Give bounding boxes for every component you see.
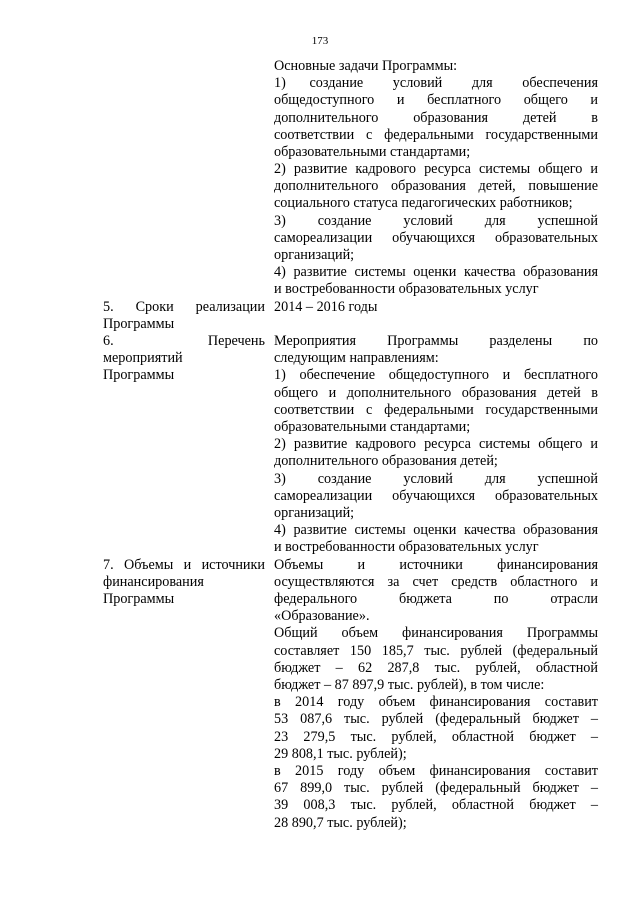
page-number: 173 <box>311 35 329 47</box>
text-line: дополнительного образования детей в <box>274 110 598 126</box>
text-line: 28 890,7 тыс. рублей); <box>274 815 407 831</box>
text-line: федерального бюджета по отрасли <box>274 591 598 607</box>
text-line: и востребованности образовательных услуг <box>274 281 539 297</box>
text-line: соответствии с федеральными государственными <box>274 402 598 418</box>
text-line: образовательными стандартами; <box>274 144 471 160</box>
text-line: Общий объем финансирования Программы <box>274 625 598 641</box>
text-line: организаций; <box>274 505 355 521</box>
section-label: 7. Объемы и источники <box>103 557 265 573</box>
text-line: самореализации обучающихся образовательных <box>274 488 598 504</box>
text-line: дополнительного образования детей, повышение <box>274 178 598 194</box>
text-line: 67 899,0 тыс. рублей (федеральный бюджет – <box>274 780 598 796</box>
text-line: 3) создание условий для успешной <box>274 213 598 229</box>
text-line: 4) развитие системы оценки качества образования <box>274 264 598 280</box>
text-line: бюджет – 62 287,8 тыс. рублей, областной <box>274 660 598 676</box>
text-line: образовательными стандартами; <box>274 419 471 435</box>
text-line: 1) создание условий для обеспечения <box>274 75 598 91</box>
section-label: финансирования <box>103 574 204 590</box>
text-line: следующим направлениям: <box>274 350 439 366</box>
text-line: общедоступного и бесплатного общего и <box>274 92 598 108</box>
text-line: осуществляются за счет средств областного и <box>274 574 598 590</box>
text-line: Мероприятия Программы разделены по <box>274 333 598 349</box>
text-line: бюджет – 87 897,9 тыс. рублей), в том числе: <box>274 677 545 693</box>
text-line: 29 808,1 тыс. рублей); <box>274 746 407 762</box>
text-line: дополнительного образования детей; <box>274 453 498 469</box>
section-label: Программы <box>103 591 175 607</box>
section-label: 5. Сроки реализации <box>103 299 265 315</box>
text-line: 53 087,6 тыс. рублей (федеральный бюджет – <box>274 711 598 727</box>
text-line: соответствии с федеральными государственными <box>274 127 598 143</box>
text-line: 3) создание условий для успешной <box>274 471 598 487</box>
text-line: «Образование». <box>274 608 370 624</box>
text-line: 2) развитие кадрового ресурса системы общего и <box>274 436 598 452</box>
section-label: 6. Перечень <box>103 333 265 349</box>
text-line: 23 279,5 тыс. рублей, областной бюджет – <box>274 729 598 745</box>
text-line: Объемы и источники финансирования <box>274 557 598 573</box>
text-line: Основные задачи Программы: <box>274 58 458 74</box>
text-line: организаций; <box>274 247 355 263</box>
text-line: составляет 150 185,7 тыс. рублей (федеральный <box>274 643 598 659</box>
section-label: Программы <box>103 367 175 383</box>
text-line: 39 008,3 тыс. рублей, областной бюджет – <box>274 797 598 813</box>
text-line: 1) обеспечение общедоступного и бесплатного <box>274 367 598 383</box>
text-line: общего и дополнительного образования детей в <box>274 385 598 401</box>
text-line: 4) развитие системы оценки качества образования <box>274 522 598 538</box>
text-line: 2014 – 2016 годы <box>274 299 378 315</box>
section-label: мероприятий <box>103 350 183 366</box>
text-line: самореализации обучающихся образовательных <box>274 230 598 246</box>
text-line: 2) развитие кадрового ресурса системы общего и <box>274 161 598 177</box>
text-line: социального статуса педагогических работников; <box>274 195 573 211</box>
text-line: и востребованности образовательных услуг <box>274 539 539 555</box>
section-label: Программы <box>103 316 175 332</box>
text-line: в 2015 году объем финансирования составит <box>274 763 598 779</box>
text-line: в 2014 году объем финансирования составит <box>274 694 598 710</box>
